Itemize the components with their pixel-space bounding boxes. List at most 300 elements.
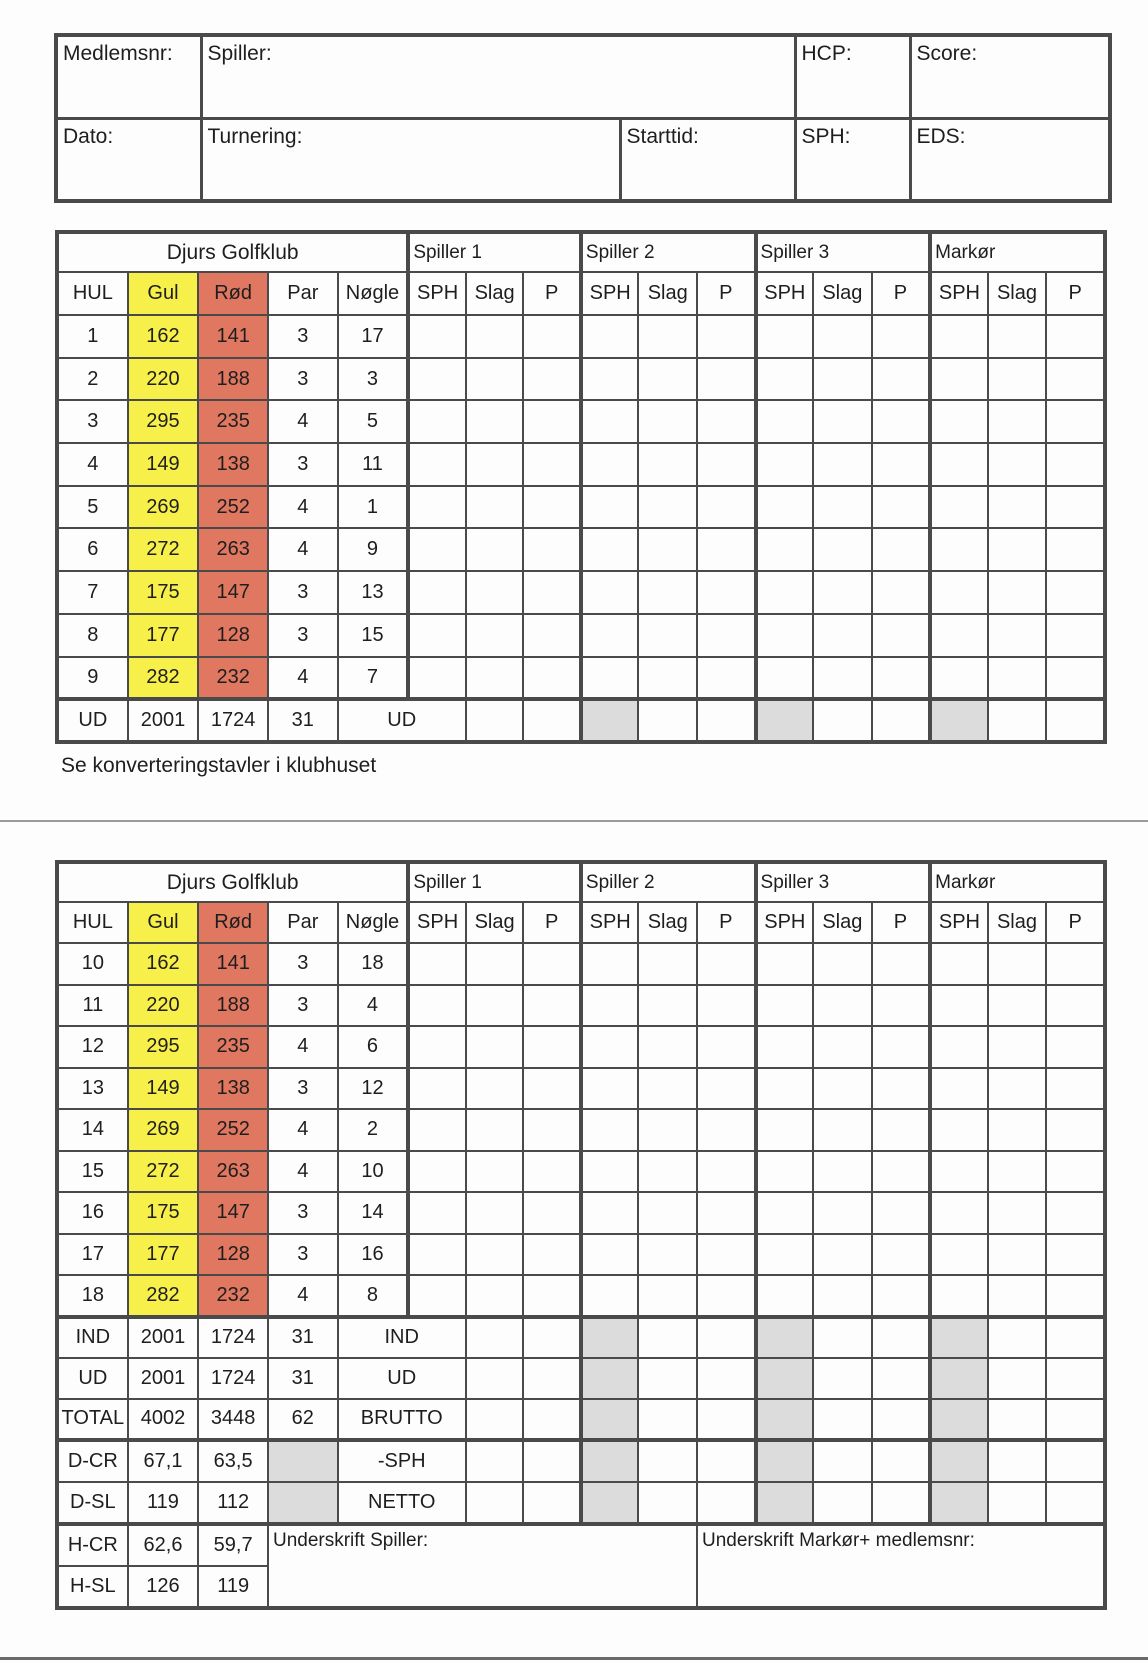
score-cell[interactable]	[813, 657, 872, 700]
score-cell[interactable]	[638, 1358, 697, 1399]
score-cell[interactable]	[756, 571, 814, 614]
score-cell[interactable]	[988, 943, 1047, 985]
score-cell[interactable]	[581, 985, 639, 1027]
score-cell[interactable]	[638, 486, 697, 529]
score-cell[interactable]	[697, 315, 756, 358]
score-cell[interactable]	[408, 657, 466, 700]
score-cell[interactable]	[523, 400, 581, 443]
score-cell[interactable]	[988, 443, 1047, 486]
score-cell[interactable]	[988, 1440, 1047, 1482]
score-cell[interactable]	[523, 571, 581, 614]
shaded-cell	[930, 1358, 988, 1399]
score-cell[interactable]	[523, 443, 581, 486]
score-cell[interactable]	[988, 1068, 1047, 1110]
score-cell[interactable]	[988, 1234, 1047, 1276]
score-cell[interactable]	[523, 315, 581, 358]
score-cell[interactable]	[408, 943, 466, 985]
score-cell[interactable]	[466, 1440, 524, 1482]
score-cell[interactable]	[756, 1234, 814, 1276]
score-cell[interactable]	[581, 571, 639, 614]
score-cell[interactable]	[697, 528, 756, 571]
score-cell[interactable]	[523, 943, 581, 985]
score-cell[interactable]	[466, 1234, 524, 1276]
score-cell[interactable]	[638, 358, 697, 401]
score-cell[interactable]	[988, 1026, 1047, 1068]
score-cell[interactable]	[756, 1068, 814, 1110]
player-header-2: Spiller 2	[581, 232, 756, 272]
score-cell[interactable]	[697, 1234, 756, 1276]
score-cell[interactable]	[756, 657, 814, 700]
total-red: 3448	[198, 1399, 268, 1440]
score-cell[interactable]	[813, 1482, 872, 1524]
score-cell[interactable]	[988, 1275, 1047, 1317]
score-cell[interactable]	[1046, 400, 1105, 443]
score-cell[interactable]	[581, 1275, 639, 1317]
score-cell[interactable]	[697, 1151, 756, 1193]
score-cell[interactable]	[408, 1026, 466, 1068]
score-cell[interactable]	[872, 400, 931, 443]
col-hole: HUL	[57, 272, 128, 315]
score-cell[interactable]	[581, 358, 639, 401]
score-cell[interactable]	[872, 1275, 931, 1317]
score-cell[interactable]	[930, 571, 988, 614]
score-cell[interactable]	[872, 1026, 931, 1068]
score-cell[interactable]	[756, 400, 814, 443]
score-cell[interactable]	[523, 486, 581, 529]
score-cell[interactable]	[813, 1192, 872, 1234]
score-cell[interactable]	[523, 1192, 581, 1234]
score-cell[interactable]	[581, 1234, 639, 1276]
hole-par: 3	[268, 943, 338, 985]
score-cell[interactable]	[1046, 315, 1105, 358]
score-cell[interactable]	[813, 400, 872, 443]
score-cell[interactable]	[930, 358, 988, 401]
score-cell[interactable]	[523, 699, 581, 742]
score-cell[interactable]	[930, 943, 988, 985]
score-cell[interactable]	[988, 1151, 1047, 1193]
score-cell[interactable]	[697, 443, 756, 486]
hole-par: 4	[268, 1109, 338, 1151]
score-cell[interactable]	[930, 443, 988, 486]
score-cell[interactable]	[872, 1151, 931, 1193]
score-cell[interactable]	[756, 1026, 814, 1068]
score-cell[interactable]	[466, 657, 524, 700]
score-cell[interactable]	[756, 614, 814, 657]
marker-signature-field[interactable]: Underskrift Markør+ medlemsnr:	[697, 1524, 1105, 1608]
score-cell[interactable]	[523, 1234, 581, 1276]
score-cell[interactable]	[466, 1358, 524, 1399]
score-cell[interactable]	[697, 1317, 756, 1358]
score-cell[interactable]	[466, 699, 524, 742]
score-cell[interactable]	[813, 1358, 872, 1399]
score-cell[interactable]	[813, 943, 872, 985]
score-cell[interactable]	[466, 443, 524, 486]
score-cell[interactable]	[756, 985, 814, 1027]
score-cell[interactable]	[872, 443, 931, 486]
shaded-cell	[581, 699, 639, 742]
score-cell[interactable]	[697, 943, 756, 985]
hole-index: 7	[338, 657, 409, 700]
score-cell[interactable]	[1046, 571, 1105, 614]
score-cell[interactable]	[930, 657, 988, 700]
score-cell[interactable]	[697, 358, 756, 401]
score-cell[interactable]	[988, 699, 1047, 742]
score-cell[interactable]	[581, 486, 639, 529]
score-cell[interactable]	[872, 1399, 931, 1440]
score-cell[interactable]	[466, 1275, 524, 1317]
score-cell[interactable]	[1046, 1440, 1105, 1482]
score-cell[interactable]	[988, 358, 1047, 401]
score-cell[interactable]	[1046, 486, 1105, 529]
score-cell[interactable]	[697, 1275, 756, 1317]
score-cell[interactable]	[466, 486, 524, 529]
score-cell[interactable]	[756, 528, 814, 571]
score-cell[interactable]	[638, 1440, 697, 1482]
score-cell[interactable]	[408, 1151, 466, 1193]
score-cell[interactable]	[408, 400, 466, 443]
score-cell[interactable]	[466, 358, 524, 401]
score-cell[interactable]	[1046, 1068, 1105, 1110]
score-cell[interactable]	[638, 943, 697, 985]
player-signature-field[interactable]: Underskrift Spiller:	[268, 1524, 697, 1608]
score-cell[interactable]	[697, 1440, 756, 1482]
score-cell[interactable]	[813, 528, 872, 571]
score-cell[interactable]	[408, 358, 466, 401]
score-cell[interactable]	[638, 571, 697, 614]
score-cell[interactable]	[930, 1026, 988, 1068]
score-cell[interactable]	[872, 486, 931, 529]
score-cell[interactable]	[988, 614, 1047, 657]
score-cell[interactable]	[1046, 699, 1105, 742]
score-cell[interactable]	[638, 443, 697, 486]
score-cell[interactable]	[930, 1151, 988, 1193]
score-cell[interactable]	[930, 1275, 988, 1317]
score-cell[interactable]	[581, 1109, 639, 1151]
score-cell[interactable]	[466, 571, 524, 614]
score-cell[interactable]	[813, 1399, 872, 1440]
score-cell[interactable]	[466, 985, 524, 1027]
score-cell[interactable]	[1046, 443, 1105, 486]
hcp-field[interactable]	[795, 35, 910, 118]
score-cell[interactable]	[638, 1275, 697, 1317]
score-cell[interactable]	[813, 486, 872, 529]
score-cell[interactable]	[1046, 943, 1105, 985]
score-cell[interactable]	[1046, 528, 1105, 571]
eds-label: EDS:	[916, 124, 966, 148]
score-cell[interactable]	[408, 1192, 466, 1234]
score-cell[interactable]	[523, 1068, 581, 1110]
score-cell[interactable]	[523, 1358, 581, 1399]
red-tee-length: 141	[198, 315, 268, 358]
score-cell[interactable]	[872, 1482, 931, 1524]
eds-field[interactable]	[910, 118, 1110, 201]
score-cell[interactable]	[523, 1440, 581, 1482]
score-cell[interactable]	[523, 1151, 581, 1193]
red-tee-length: 235	[198, 400, 268, 443]
score-cell[interactable]	[930, 985, 988, 1027]
score-cell[interactable]	[988, 571, 1047, 614]
score-cell[interactable]	[638, 1317, 697, 1358]
score-cell[interactable]	[408, 1275, 466, 1317]
score-cell[interactable]	[872, 1317, 931, 1358]
score-cell[interactable]	[408, 1068, 466, 1110]
score-cell[interactable]	[697, 400, 756, 443]
score-cell[interactable]	[523, 1482, 581, 1524]
score-cell[interactable]	[872, 571, 931, 614]
score-cell[interactable]	[988, 528, 1047, 571]
score-cell[interactable]	[697, 1068, 756, 1110]
sph-field[interactable]	[795, 118, 910, 201]
score-cell[interactable]	[988, 315, 1047, 358]
score-cell[interactable]	[988, 1399, 1047, 1440]
score-cell[interactable]	[988, 1358, 1047, 1399]
score-cell[interactable]	[523, 657, 581, 700]
score-cell[interactable]	[1046, 985, 1105, 1027]
score-cell[interactable]	[930, 1234, 988, 1276]
score-cell[interactable]	[1046, 1482, 1105, 1524]
score-cell[interactable]	[1046, 1109, 1105, 1151]
score-cell[interactable]	[638, 657, 697, 700]
hole-row	[57, 443, 1105, 486]
score-cell[interactable]	[813, 1317, 872, 1358]
score-cell[interactable]	[408, 1234, 466, 1276]
score-cell[interactable]	[466, 1151, 524, 1193]
score-cell[interactable]	[756, 1275, 814, 1317]
score-cell[interactable]	[872, 699, 931, 742]
score-cell[interactable]	[813, 1151, 872, 1193]
score-cell[interactable]	[408, 315, 466, 358]
score-cell[interactable]	[408, 571, 466, 614]
score-cell[interactable]	[930, 400, 988, 443]
score-cell[interactable]	[523, 1317, 581, 1358]
score-cell[interactable]	[872, 1192, 931, 1234]
score-cell[interactable]	[813, 315, 872, 358]
score-cell[interactable]	[930, 315, 988, 358]
score-cell[interactable]	[988, 1317, 1047, 1358]
score-cell[interactable]	[872, 614, 931, 657]
score-cell[interactable]	[638, 1068, 697, 1110]
member-number-field[interactable]	[56, 35, 201, 118]
score-cell[interactable]	[1046, 1317, 1105, 1358]
hole-number: 17	[57, 1234, 128, 1276]
score-cell[interactable]	[581, 943, 639, 985]
score-cell[interactable]	[1046, 1399, 1105, 1440]
player-name-field[interactable]	[201, 35, 795, 118]
score-cell[interactable]	[988, 1192, 1047, 1234]
score-cell[interactable]	[1046, 657, 1105, 700]
score-cell[interactable]	[872, 1358, 931, 1399]
score-cell[interactable]	[872, 985, 931, 1027]
score-cell[interactable]	[523, 614, 581, 657]
score-cell[interactable]	[697, 699, 756, 742]
score-cell[interactable]	[930, 1109, 988, 1151]
score-cell[interactable]	[756, 1192, 814, 1234]
score-cell[interactable]	[756, 1151, 814, 1193]
score-cell[interactable]	[466, 1192, 524, 1234]
score-cell[interactable]	[1046, 1026, 1105, 1068]
score-cell[interactable]	[638, 315, 697, 358]
score-cell[interactable]	[697, 1109, 756, 1151]
score-cell[interactable]	[697, 1026, 756, 1068]
score-cell[interactable]	[930, 1068, 988, 1110]
score-cell[interactable]	[581, 614, 639, 657]
score-cell[interactable]	[638, 614, 697, 657]
score-cell[interactable]	[408, 486, 466, 529]
score-cell[interactable]	[872, 943, 931, 985]
hole-number: 6	[57, 528, 128, 571]
score-cell[interactable]	[466, 1026, 524, 1068]
score-cell[interactable]	[872, 657, 931, 700]
member-number-label: Medlemsnr:	[63, 42, 173, 65]
score-cell[interactable]	[581, 1151, 639, 1193]
score-cell[interactable]	[408, 614, 466, 657]
score-cell[interactable]	[638, 1109, 697, 1151]
tournament-field[interactable]	[201, 118, 620, 201]
score-cell[interactable]	[581, 1026, 639, 1068]
score-cell[interactable]	[581, 657, 639, 700]
score-cell[interactable]	[988, 985, 1047, 1027]
yellow-tee-length: 295	[128, 400, 199, 443]
score-cell[interactable]	[466, 528, 524, 571]
score-cell[interactable]	[581, 528, 639, 571]
score-cell[interactable]	[581, 1192, 639, 1234]
score-cell[interactable]	[408, 985, 466, 1027]
score-cell[interactable]	[697, 1399, 756, 1440]
score-cell[interactable]	[813, 358, 872, 401]
score-cell[interactable]	[408, 1109, 466, 1151]
score-cell[interactable]	[756, 443, 814, 486]
score-cell[interactable]	[466, 400, 524, 443]
date-field[interactable]	[56, 118, 201, 201]
score-cell[interactable]	[523, 1109, 581, 1151]
score-cell[interactable]	[466, 1482, 524, 1524]
score-field[interactable]	[910, 35, 1110, 118]
score-cell[interactable]	[638, 1026, 697, 1068]
score-cell[interactable]	[1046, 1275, 1105, 1317]
score-cell[interactable]	[1046, 1151, 1105, 1193]
score-cell[interactable]	[697, 1482, 756, 1524]
score-cell[interactable]	[466, 315, 524, 358]
score-cell[interactable]	[988, 1482, 1047, 1524]
score-cell[interactable]	[581, 443, 639, 486]
score-cell[interactable]	[466, 1317, 524, 1358]
hole-par: 4	[268, 1026, 338, 1068]
score-cell[interactable]	[872, 1234, 931, 1276]
score-cell[interactable]	[466, 614, 524, 657]
score-cell[interactable]	[638, 1482, 697, 1524]
score-cell[interactable]	[466, 1109, 524, 1151]
score-cell[interactable]	[697, 614, 756, 657]
score-cell[interactable]	[466, 1068, 524, 1110]
score-cell[interactable]	[1046, 1358, 1105, 1399]
tournament-label: Turnering:	[207, 124, 303, 148]
sub-header-sph: SPH	[408, 902, 466, 943]
score-cell[interactable]	[930, 528, 988, 571]
score-cell[interactable]	[872, 1109, 931, 1151]
score-cell[interactable]	[813, 1234, 872, 1276]
score-cell[interactable]	[872, 1068, 931, 1110]
score-cell[interactable]	[581, 315, 639, 358]
score-cell[interactable]	[523, 358, 581, 401]
score-cell[interactable]	[638, 699, 697, 742]
score-cell[interactable]	[697, 657, 756, 700]
score-cell[interactable]	[813, 1275, 872, 1317]
score-cell[interactable]	[1046, 614, 1105, 657]
score-cell[interactable]	[408, 443, 466, 486]
score-cell[interactable]	[408, 528, 466, 571]
score-cell[interactable]	[756, 315, 814, 358]
player-header-3: Spiller 3	[756, 862, 931, 902]
score-cell[interactable]	[523, 528, 581, 571]
score-cell[interactable]	[638, 528, 697, 571]
score-cell[interactable]	[638, 1192, 697, 1234]
score-cell[interactable]	[697, 571, 756, 614]
score-cell[interactable]	[523, 1399, 581, 1440]
hole-index: 12	[338, 1068, 409, 1110]
score-cell[interactable]	[697, 1358, 756, 1399]
score-cell[interactable]	[523, 1275, 581, 1317]
score-cell[interactable]	[813, 1109, 872, 1151]
score-cell[interactable]	[813, 571, 872, 614]
score-cell[interactable]	[581, 400, 639, 443]
score-cell[interactable]	[872, 358, 931, 401]
score-cell[interactable]	[638, 1151, 697, 1193]
score-cell[interactable]	[756, 358, 814, 401]
score-cell[interactable]	[466, 943, 524, 985]
score-cell[interactable]	[813, 614, 872, 657]
score-cell[interactable]	[872, 528, 931, 571]
score-cell[interactable]	[872, 315, 931, 358]
yellow-tee-length: 220	[128, 985, 199, 1027]
score-cell[interactable]	[523, 1026, 581, 1068]
score-cell[interactable]	[988, 400, 1047, 443]
score-cell[interactable]	[466, 1399, 524, 1440]
score-cell[interactable]	[1046, 1192, 1105, 1234]
score-cell[interactable]	[930, 1192, 988, 1234]
hole-par: 3	[268, 1068, 338, 1110]
score-cell[interactable]	[1046, 358, 1105, 401]
score-cell[interactable]	[813, 699, 872, 742]
score-cell[interactable]	[930, 614, 988, 657]
score-cell[interactable]	[697, 1192, 756, 1234]
score-cell[interactable]	[872, 1440, 931, 1482]
score-cell[interactable]	[988, 1109, 1047, 1151]
score-cell[interactable]	[638, 1234, 697, 1276]
score-cell[interactable]	[813, 1440, 872, 1482]
score-cell[interactable]	[813, 1068, 872, 1110]
score-cell[interactable]	[638, 400, 697, 443]
score-cell[interactable]	[756, 486, 814, 529]
score-cell[interactable]	[988, 486, 1047, 529]
score-cell[interactable]	[756, 1109, 814, 1151]
player-header-4: Markør	[930, 862, 1105, 902]
score-cell[interactable]	[813, 1026, 872, 1068]
score-cell[interactable]	[1046, 1234, 1105, 1276]
score-cell[interactable]	[523, 985, 581, 1027]
score-cell[interactable]	[756, 943, 814, 985]
score-cell[interactable]	[638, 985, 697, 1027]
start-time-field[interactable]	[620, 118, 795, 201]
score-cell[interactable]	[697, 486, 756, 529]
score-cell[interactable]	[638, 1399, 697, 1440]
score-cell[interactable]	[813, 443, 872, 486]
score-cell[interactable]	[988, 657, 1047, 700]
score-cell[interactable]	[697, 985, 756, 1027]
score-cell[interactable]	[581, 1068, 639, 1110]
score-cell[interactable]	[813, 985, 872, 1027]
total-yellow: 2001	[128, 1358, 199, 1399]
score-cell[interactable]	[930, 486, 988, 529]
